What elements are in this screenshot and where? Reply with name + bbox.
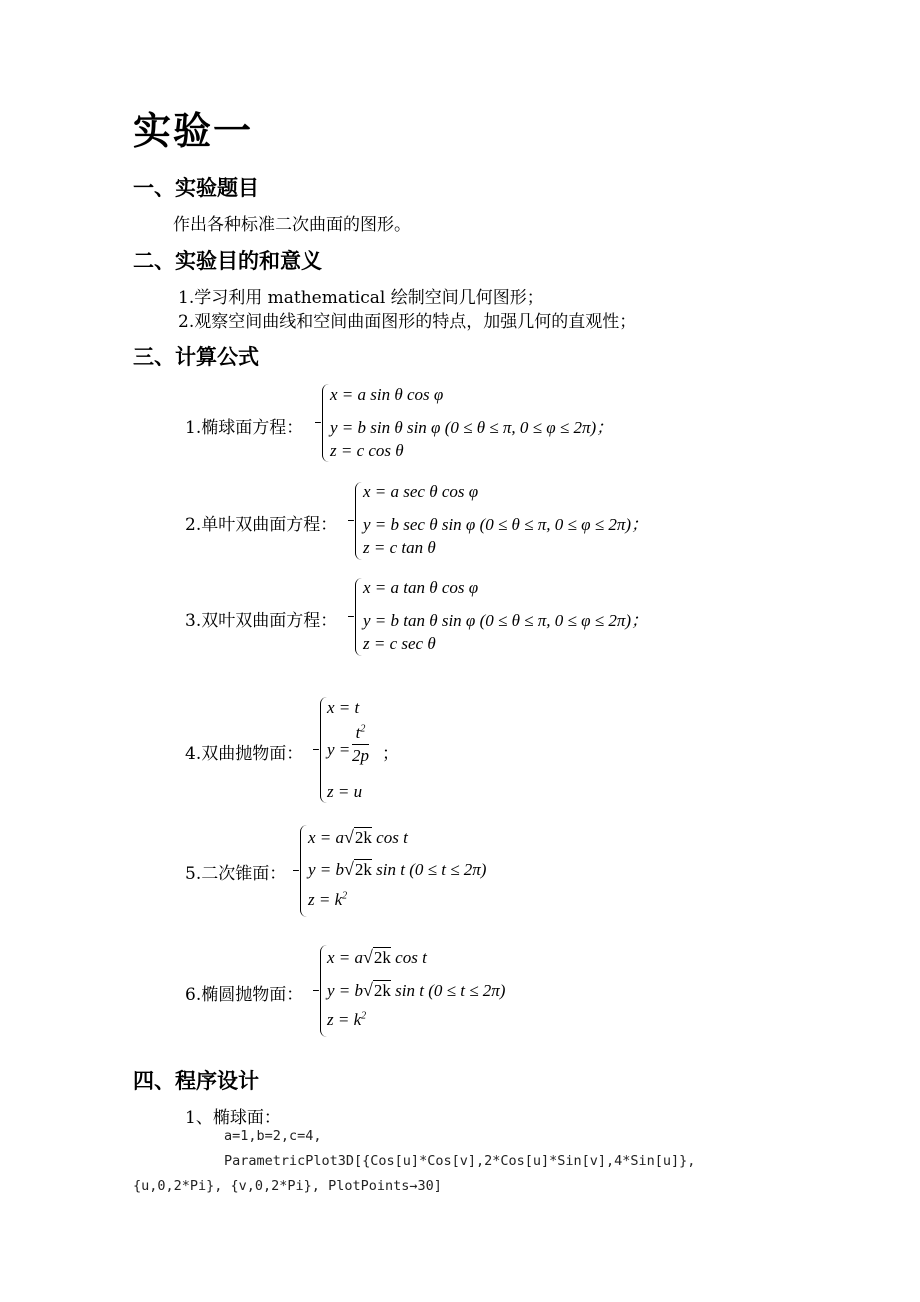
code-line-2: ParametricPlot3D[{Cos[u]*Cos[v],2*Cos[u]*Sin[v],4*Sin[u]}, (224, 1153, 696, 1169)
equation-line-x: x = a√2k cos t (308, 827, 408, 847)
code-line-3: {u,0,2*Pi}, {v,0,2*Pi}, PlotPoints→30] (133, 1178, 442, 1194)
section-heading-1: 一、实验题目 (133, 175, 259, 200)
equation-line-x: x = t (327, 698, 360, 717)
page-title: 实验一 (133, 108, 254, 153)
equation-line-x: x = a sin θ cos φ (330, 385, 444, 404)
equation-line-z: z = c tan θ (363, 538, 436, 557)
equation-line-y: y = b√2k sin t (0 ≤ t ≤ 2π) (308, 859, 487, 879)
fraction-denominator: 2p (352, 746, 369, 765)
equation-line-y: y = b sec θ sin φ (0 ≤ θ ≤ π, 0 ≤ φ ≤ 2π)； (363, 515, 648, 534)
equation-suffix: ； (382, 744, 399, 764)
equation-line-x: x = a√2k cos t (327, 947, 427, 967)
brace-symbol (355, 578, 362, 656)
equation-label: 4.双曲抛物面： (185, 744, 304, 764)
brace-symbol (320, 945, 327, 1037)
brace-symbol (320, 697, 327, 803)
brace-symbol (322, 384, 329, 462)
program-subheading: 1、椭球面： (185, 1108, 281, 1128)
section-heading-4: 四、程序设计 (133, 1068, 259, 1093)
equation-line-y-lhs: y = (327, 740, 351, 759)
equation-label: 6.椭圆抛物面： (185, 985, 304, 1005)
equation-line-z: z = c cos θ (330, 441, 404, 460)
equation-line-z: $z = k^2$ (308, 890, 348, 909)
fraction (352, 723, 369, 766)
equation-line-x: x = a sec θ cos φ (363, 482, 479, 501)
brace-symbol (355, 482, 362, 560)
equation-label: 2.单叶双曲面方程： (185, 515, 338, 535)
section-1-body: 作出各种标准二次曲面的图形。 (173, 215, 411, 235)
equation-label: 1.椭球面方程： (185, 418, 304, 438)
equation-line-z: z = c sec θ (363, 634, 436, 653)
equation-line-z: z = u (327, 782, 363, 801)
equation-line-y: y = b tan θ sin φ (0 ≤ θ ≤ π, 0 ≤ φ ≤ 2π)； (363, 611, 649, 630)
code-line-1: a=1,b=2,c=4, (224, 1128, 322, 1144)
equation-label: 5.二次锥面： (185, 864, 287, 884)
equation-line-z: $z = k^2$ (327, 1010, 367, 1029)
purpose-item-1: 1.学习利用 mathematical 绘制空间几何图形； (178, 288, 544, 308)
equation-line-x: x = a tan θ cos φ (363, 578, 479, 597)
section-heading-3: 三、计算公式 (133, 344, 259, 369)
purpose-item-2: 2.观察空间曲线和空间曲面图形的特点，加强几何的直观性； (178, 312, 637, 332)
brace-symbol (300, 825, 307, 917)
equation-line-y: y = b√2k sin t (0 ≤ t ≤ 2π) (327, 980, 506, 1000)
equation-label: 3.双叶双曲面方程： (185, 611, 338, 631)
equation-line-y: y = b sin θ sin φ (0 ≤ θ ≤ π, 0 ≤ φ ≤ 2π)； (330, 418, 614, 437)
fraction-numerator: $t^2$ (352, 723, 369, 745)
section-heading-2: 二、实验目的和意义 (133, 248, 322, 273)
